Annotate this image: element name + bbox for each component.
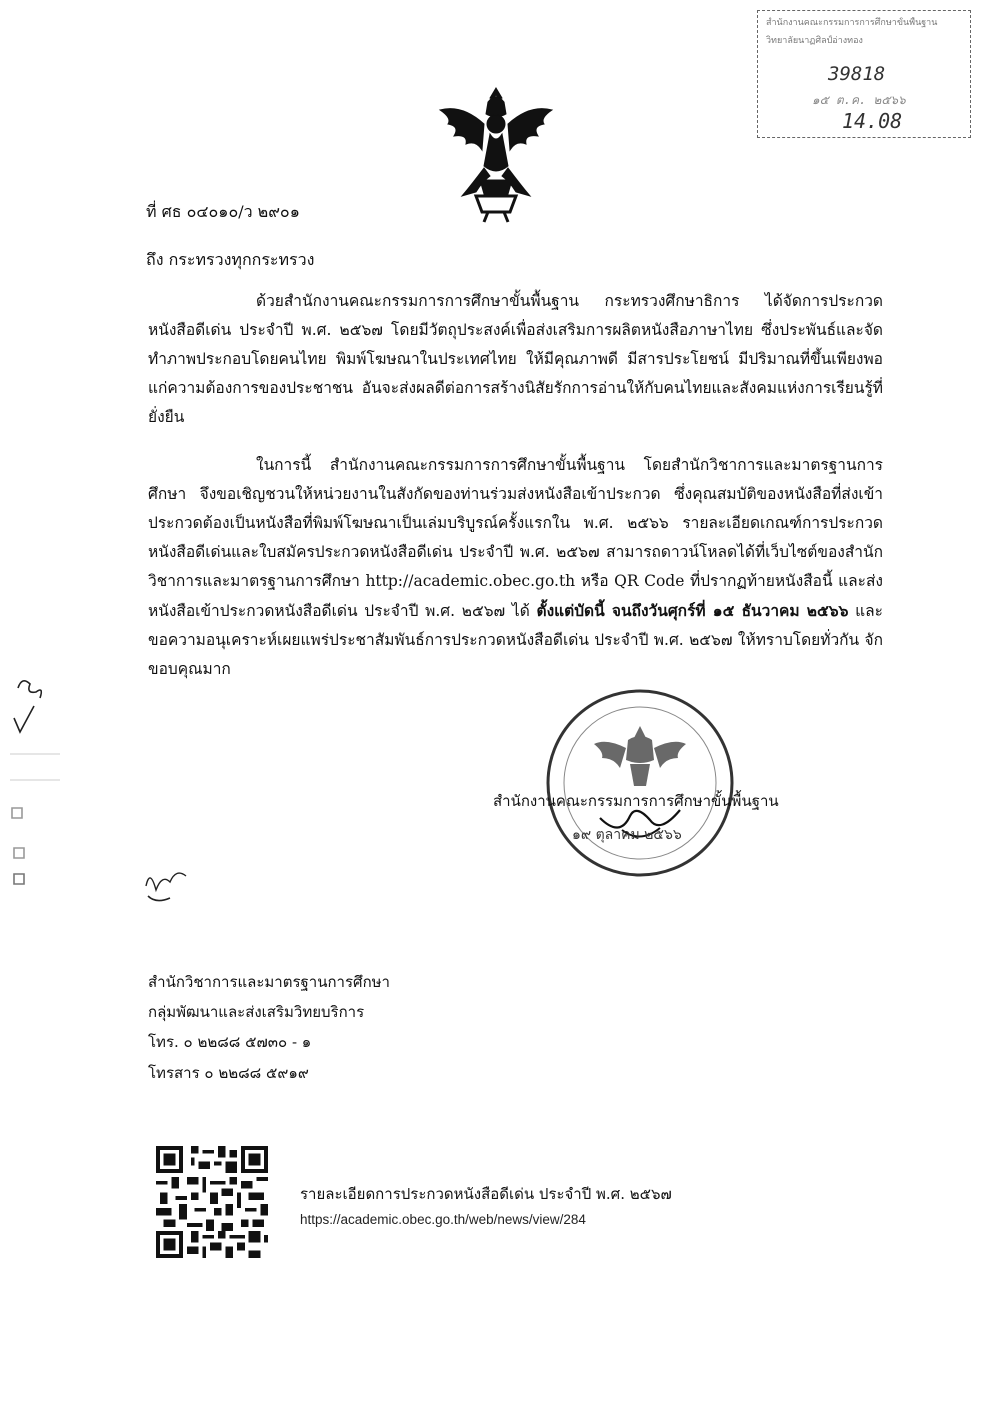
department-group: กลุ่มพัฒนาและส่งเสริมวิทยบริการ (148, 1003, 365, 1021)
handwritten-margin-notes (0, 668, 190, 908)
receipt-line2: วิทยาลัยนาฏศิลป์อ่างทอง (766, 36, 863, 46)
paragraph-2 (148, 451, 883, 684)
paragraph-1-text: ด้วยสำนักงานคณะกรรมการการศึกษาขั้นพื้นฐาน กระทรวงศึกษาธิการ ได้จัดการประกวดหนังสือดีเด่น ประจำปี พ.ศ. ๒๕๖๗ โดยมีวัตถุประสงค์เพื่อส่งเสริมการผลิตหนังสือภาษาไทย ซึ่งประพันธ์และจัดทำภาพประกอบโดยคนไทย พิมพ์โฆษณาในประเทศไทย ให้มีคุณภาพดี มีสารประโยชน์ มีปริมาณที่ขึ้นเพียงพอแก่ความต้องการของประชาชน อันจะส่งผลดีต่อการสร้างนิสัยรักการอ่านให้กับคนไทยและสังคมแห่งการเรียนรู้ที่ยั่งยืน (148, 292, 883, 426)
reference-number: ที่ ศธ ๐๔๐๑๐/ว ๒๙๐๑ (146, 202, 300, 221)
official-seal-icon (510, 688, 770, 888)
department-phone: โทร. ๐ ๒๒๘๘ ๕๗๓๐ - ๑ (148, 1033, 312, 1051)
signing-date: ๑๙ ตุลาคม ๒๕๖๖ (572, 827, 682, 843)
receipt-date: ๑๕ ต.ค. ๒๕๖๖ (812, 93, 906, 107)
qr-caption-url[interactable]: https://academic.obec.go.th/web/news/view/284 (300, 1212, 586, 1227)
deadline-highlight: ตั้งแต่บัดนี้ จนถึงวันศุกร์ที่ ๑๕ ธันวาคม ๒๕๖๖ (536, 601, 849, 620)
receipt-time: 14.08 (842, 109, 903, 133)
receipt-line1: สำนักงานคณะกรรมการการศึกษาขั้นพื้นฐาน (766, 18, 938, 28)
receipt-stamp (757, 10, 971, 138)
garuda-emblem-icon (432, 84, 560, 224)
receipt-number: 39818 (828, 63, 886, 85)
qr-code-icon[interactable] (156, 1146, 268, 1258)
recipient: ถึง กระทรวงทุกกระทรวง (146, 250, 315, 269)
department-name: สำนักวิชาการและมาตรฐานการศึกษา (148, 973, 390, 991)
paragraph-1 (148, 287, 883, 432)
paragraph-2-text-b: และขอความอนุเคราะห์เผยแพร่ประชาสัมพันธ์การประกวดหนังสือดีเด่น ประจำปี พ.ศ. ๒๕๖๗ ให้ทราบโดยทั่วกัน จักขอบคุณมาก (148, 602, 883, 678)
department-fax: โทรสาร ๐ ๒๒๘๘ ๕๙๑๙ (148, 1064, 309, 1082)
qr-caption-title: รายละเอียดการประกวดหนังสือดีเด่น ประจำปี พ.ศ. ๒๕๖๗ (300, 1185, 672, 1203)
signing-office: สำนักงานคณะกรรมการการศึกษาขั้นพื้นฐาน (493, 792, 779, 810)
paragraph-2-text-a: ในการนี้ สำนักงานคณะกรรมการการศึกษาขั้นพื้นฐาน โดยสำนักวิชาการและมาตรฐานการศึกษา จึงขอเชิญชวนให้หน่วยงานในสังกัดของท่านร่วมส่งหนังสือเข้าประกวด ซึ่งคุณสมบัติของหนังสือที่ส่งเข้าประกวดต้องเป็นหนังสือที่พิมพ์โฆษณาเป็นเล่มบริบูรณ์ครั้งแรกใน พ.ศ. ๒๕๖๖ รายละเอียดเกณฑ์การประกวดหนังสือดีเด่นและใบสมัครประกวดหนังสือดีเด่น ประจำปี พ.ศ. ๒๕๖๗ สามารถดาวน์โหลดได้ที่เว็บไซต์ของสำนักวิชาการและมาตรฐานการศึกษา http://academic.obec.go.th หรือ QR Code ที่ปรากฏท้ายหนังสือนี้ และส่งหนังสือเข้าประกวดหนังสือดีเด่น ประจำปี พ.ศ. ๒๕๖๗ ได้ (148, 456, 883, 620)
